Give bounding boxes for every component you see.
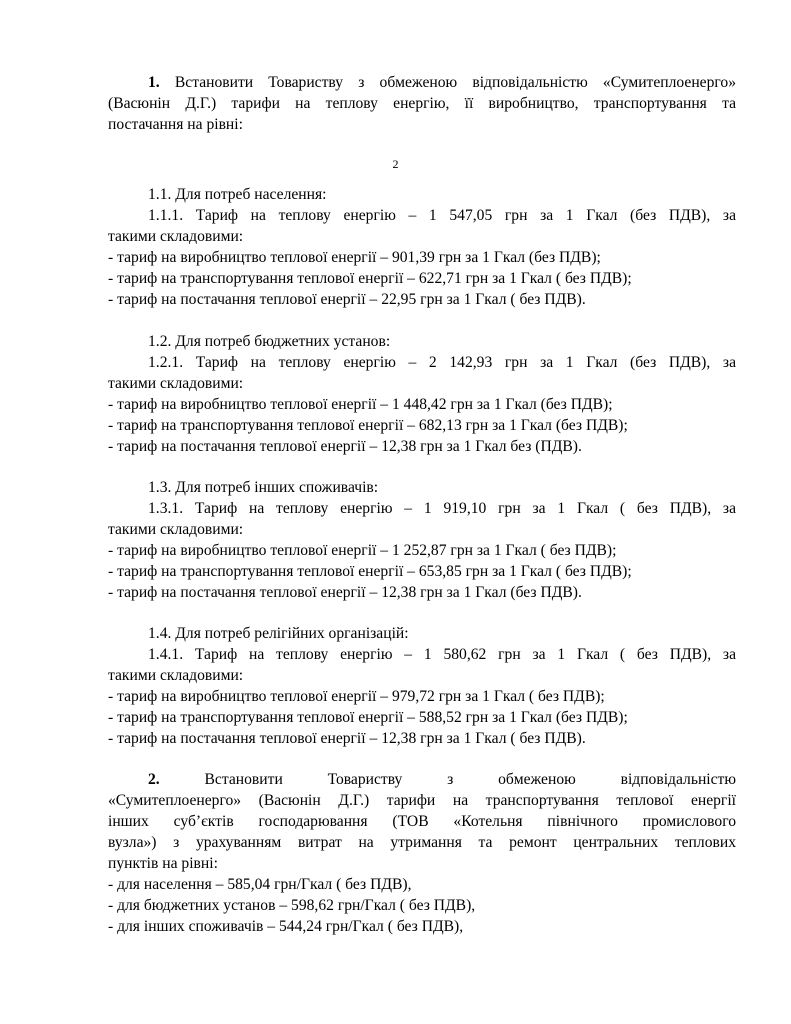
tariff-line: 1.3.1. Тариф на теплову енергію – 1 919,10 грн за 1 Гкал ( без ПДВ), за (148, 500, 736, 517)
tariff-line: 1.4.1. Тариф на теплову енергію – 1 580,62 грн за 1 Гкал ( без ПДВ), за (148, 646, 736, 663)
list-item: - тариф на постачання теплової енергії – 12,38 грн за 1 Гкал без (ПДВ). (108, 438, 582, 455)
tariff-line-cont: такими складовими: (108, 521, 244, 538)
list-item: - тариф на постачання теплової енергії – 12,38 грн за 1 Гкал (без ПДВ). (108, 584, 582, 601)
section-2-number: 2. (148, 771, 160, 788)
subsection-heading: 1.1. Для потреб населення: (148, 186, 327, 203)
list-item: - тариф на транспортування теплової енергії – 653,85 грн за 1 Гкал ( без ПДВ); (108, 563, 632, 580)
tariff-line-cont: такими складовими: (108, 228, 244, 245)
list-item: - тариф на виробництво теплової енергії – 901,39 грн за 1 Гкал (без ПДВ); (108, 249, 601, 266)
subsection-heading: 1.4. Для потреб релігійних організацій: (148, 625, 409, 642)
subsection-heading: 1.3. Для потреб інших споживачів: (148, 479, 379, 496)
list-item: - тариф на виробництво теплової енергії – 979,72 грн за 1 Гкал ( без ПДВ); (108, 688, 605, 705)
tariff-line: 1.2.1. Тариф на теплову енергію – 2 142,93 грн за 1 Гкал (без ПДВ), за (148, 354, 736, 371)
section-1-line-2: (Васюнін Д.Г.) тарифи на теплову енергію, її виробництво, транспортування та (108, 95, 736, 112)
page-number: 2 (392, 157, 399, 171)
section-2 (108, 769, 736, 937)
list-item: - тариф на виробництво теплової енергії – 1 252,87 грн за 1 Гкал ( без ПДВ); (108, 542, 617, 559)
section-2-line-1: 2. Встановити Товариству з обмеженою відповідальністю (148, 771, 737, 788)
section-1-intro (108, 72, 736, 135)
tariff-line-cont: такими складовими: (108, 375, 244, 392)
list-item: - тариф на постачання теплової енергії – 12,38 грн за 1 Гкал ( без ПДВ). (108, 730, 586, 747)
section-1-line-3: постачання на рівні: (108, 116, 243, 133)
section-2-line-2: «Сумитеплоенерго» (Васюнін Д.Г.) тарифи на транспортування теплової енергії (108, 792, 736, 809)
tariff-line-cont: такими складовими: (108, 667, 244, 684)
section-2-line-3: інших суб’єктів господарювання (ТОВ «Котельня північного промислового (108, 813, 736, 830)
list-item: - для бюджетних установ – 598,62 грн/Гкал ( без ПДВ), (108, 897, 476, 914)
list-item: - тариф на транспортування теплової енергії – 622,71 грн за 1 Гкал ( без ПДВ); (108, 270, 632, 287)
list-item: - тариф на транспортування теплової енергії – 682,13 грн за 1 Гкал (без ПДВ); (108, 417, 628, 434)
subsection-1-4 (108, 623, 736, 749)
list-item: - для населення – 585,04 грн/Гкал ( без ПДВ), (108, 876, 412, 893)
tariff-line: 1.1.1. Тариф на теплову енергію – 1 547,05 грн за 1 Гкал (без ПДВ), за (148, 207, 736, 224)
subsection-1-3 (108, 477, 736, 603)
section-2-line-4: вузла») з урахуванням витрат на утримання та ремонт центральних теплових (108, 834, 736, 851)
subsection-1-2 (108, 331, 736, 457)
section-2-line-5: пунктів на рівні: (108, 855, 218, 872)
list-item: - тариф на виробництво теплової енергії – 1 448,42 грн за 1 Гкал (без ПДВ); (108, 396, 613, 413)
section-1-line-1: 1. Встановити Товариству з обмеженою відповідальністю «Сумитеплоенерго» (148, 74, 736, 91)
list-item: - тариф на постачання теплової енергії – 22,95 грн за 1 Гкал ( без ПДВ). (108, 291, 586, 308)
list-item: - для інших споживачів – 544,24 грн/Гкал ( без ПДВ), (108, 918, 464, 935)
list-item: - тариф на транспортування теплової енергії – 588,52 грн за 1 Гкал (без ПДВ); (108, 709, 628, 726)
subsection-1-1 (108, 184, 736, 310)
section-1-number: 1. (148, 74, 160, 91)
subsection-heading: 1.2. Для потреб бюджетних установ: (148, 333, 391, 350)
